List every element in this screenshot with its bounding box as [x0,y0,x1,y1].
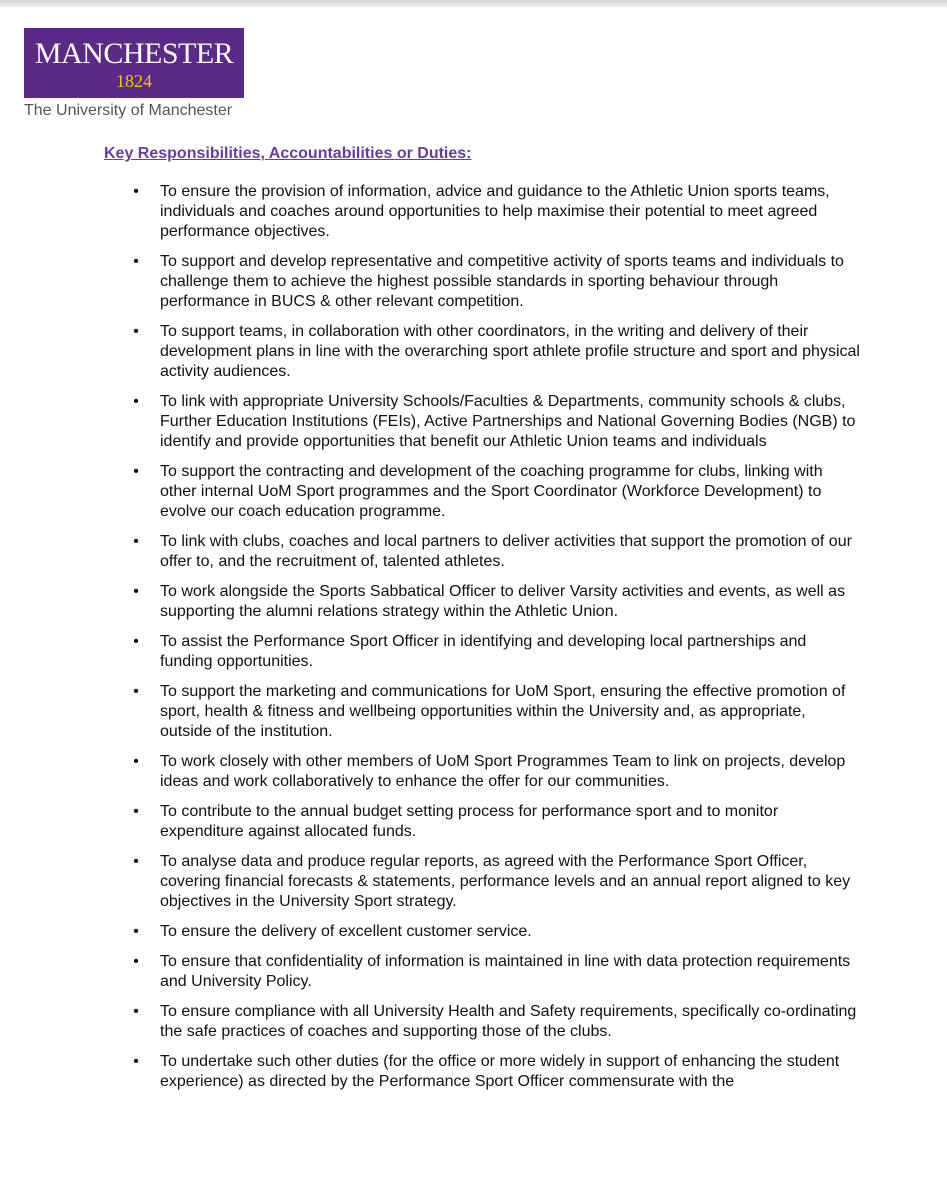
logo-wordmark: MANCHESTER [34,37,234,70]
duty-text: To support the contracting and development of the coaching programme for clubs, linking with other internal UoM Sport programmes and the Sport Coordinator (Workforce Development) to evolve our coach education programme. [160,463,823,520]
duty-item [133,462,860,522]
duty-item [133,532,860,572]
duty-text: To support the marketing and communications for UoM Sport, ensuring the effective promotion of sport, health & fitness and wellbeing opportunities within the University and, as appropriate, outside of the institution. [160,683,846,740]
bullet-icon: • [133,953,139,970]
bullet-icon: • [133,923,139,940]
duty-item [133,632,860,672]
duty-text: To work alongside the Sports Sabbatical Officer to deliver Varsity activities and events, as well as supporting the alumni relations strategy within the Athletic Union. [160,583,846,620]
duties-list [133,182,860,1102]
bullet-icon: • [133,753,139,770]
logo-year: 1824 [116,71,152,91]
duty-text: To undertake such other duties (for the office or more widely in support of enhancing the student experience) as directed by the Performance Sport Officer commensurate with the [160,1053,840,1090]
bullet-icon: • [133,683,139,700]
duty-item [133,252,860,312]
duty-item [133,322,860,382]
duty-item [133,952,860,992]
duty-item [133,852,860,912]
bullet-icon: • [133,253,139,270]
duty-item [133,182,860,242]
duty-item [133,1052,860,1092]
duty-text: To assist the Performance Sport Officer in identifying and developing local partnerships and funding opportunities. [160,633,807,670]
duty-text: To ensure the provision of information, advice and guidance to the Athletic Union sports teams, individuals and coaches around opportunities to help maximise their potential to meet agreed performance objectives. [160,183,830,240]
bullet-icon: • [133,583,139,600]
duty-text: To support and develop representative and competitive activity of sports teams and individuals to challenge them to achieve the highest possible standards in sporting behaviour through performance in BUCS & other relevant competition. [160,253,844,310]
bullet-icon: • [133,533,139,550]
top-edge-strip [0,0,947,7]
duty-item [133,582,860,622]
university-logo [24,28,244,98]
bullet-icon: • [133,1003,139,1020]
duty-item [133,682,860,742]
bullet-icon: • [133,803,139,820]
duty-item [133,802,860,842]
duty-item [133,392,860,452]
bullet-icon: • [133,323,139,340]
duty-text: To link with appropriate University Schools/Faculties & Departments, community schools & clubs, Further Education Institutions (FEIs), Active Partnerships and National Governing Bodies (NGB) to identify and provide opportunities that benefit our Athletic Union teams and individuals [160,393,856,450]
duty-text: To ensure the delivery of excellent customer service. [160,923,532,940]
duty-text: To ensure that confidentiality of information is maintained in line with data protection requirements and University Policy. [160,953,851,990]
bullet-icon: • [133,183,139,200]
duty-text: To ensure compliance with all University Health and Safety requirements, specifically co-ordinating the safe practices of coaches and supporting those of the clubs. [160,1003,857,1040]
duty-item [133,922,860,942]
bullet-icon: • [133,853,139,870]
duty-text: To contribute to the annual budget setting process for performance sport and to monitor expenditure against allocated funds. [160,803,779,840]
university-name: The University of Manchester [24,102,233,119]
duty-text: To work closely with other members of UoM Sport Programmes Team to link on projects, develop ideas and work collaboratively to enhance the offer for our communities. [160,753,846,790]
duty-text: To analyse data and produce regular reports, as agreed with the Performance Sport Officer, covering financial forecasts & statements, performance levels and an annual report aligned to key objectives in the University Sport strategy. [160,853,851,910]
bullet-icon: • [133,633,139,650]
duty-text: To support teams, in collaboration with other coordinators, in the writing and delivery of their development plans in line with the overarching sport athlete profile structure and sport and physical activity audiences. [160,323,860,380]
duty-item [133,1002,860,1042]
section-heading: Key Responsibilities, Accountabilities or Duties: [104,145,472,162]
bullet-icon: • [133,1053,139,1070]
duty-item [133,752,860,792]
duty-text: To link with clubs, coaches and local partners to deliver activities that support the promotion of our offer to, and the recruitment of, talented athletes. [160,533,852,570]
bullet-icon: • [133,463,139,480]
bullet-icon: • [133,393,139,410]
